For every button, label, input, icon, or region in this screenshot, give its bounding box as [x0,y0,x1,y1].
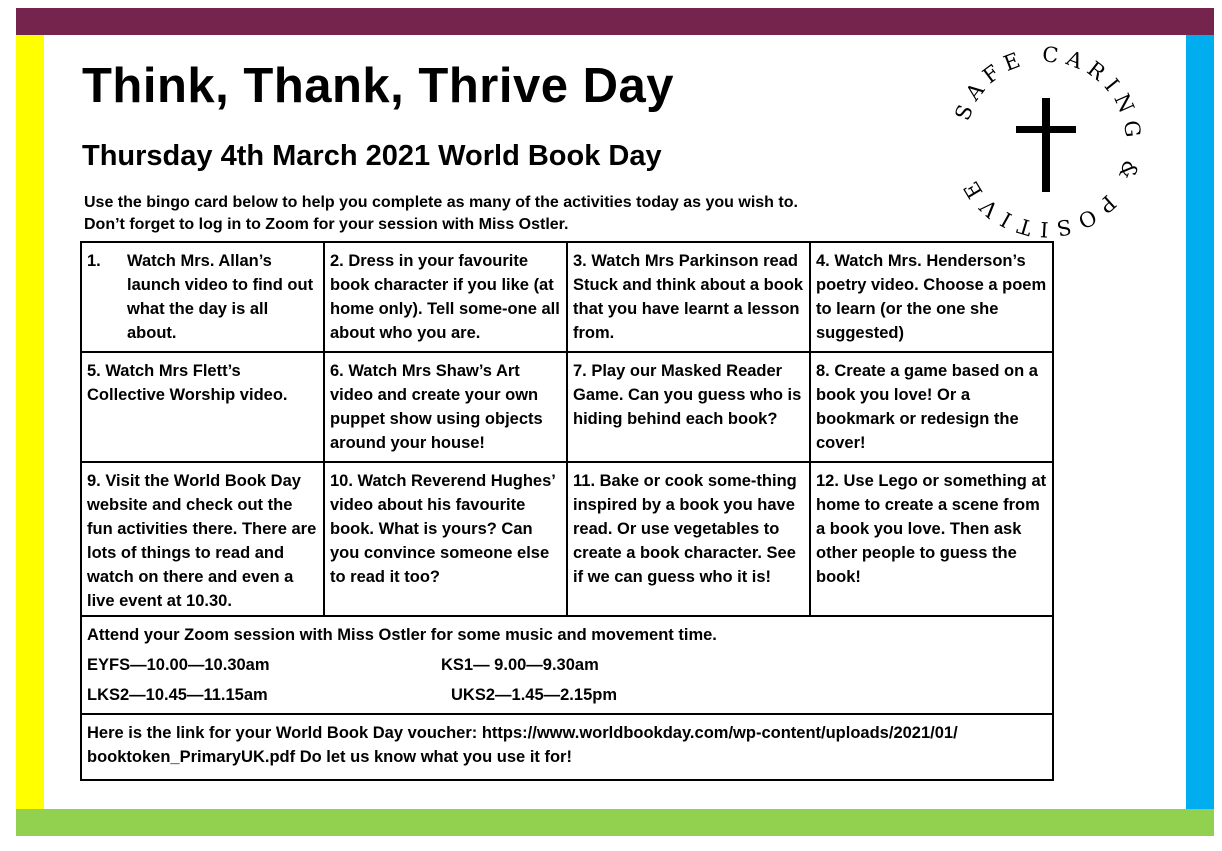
page-subtitle: Thursday 4th March 2021 World Book Day [82,140,662,172]
activity-text: Watch Mrs. Allan’s launch video to find out what the day is all about. [127,252,314,342]
bingo-card [80,241,1054,781]
activity-number: 1. [87,252,101,270]
bingo-cell: 12. Use Lego or something at home to create a scene from a book you love. Then ask other people to guess the book! [810,462,1053,616]
bingo-cell: 4. Watch Mrs. Henderson’s poetry video. Choose a poem to learn (or the one she suggested) [810,242,1053,352]
bingo-cell: 5. Watch Mrs Flett’s Collective Worship video. [81,352,324,462]
time-lks2: LKS2—10.45—11.15am [87,686,268,704]
bingo-cell: 2. Dress in your favourite book character if you like (at home only). Tell some-one all about who you are. [324,242,567,352]
bingo-cell: 9. Visit the World Book Day website and check out the fun activities there. There are lots of things to read and watch on there and even a live event at 10.30. [81,462,324,616]
zoom-times [87,651,1047,709]
bingo-cell [81,242,324,352]
top-color-bar [16,8,1214,35]
bingo-cell: 6. Watch Mrs Shaw’s Art video and create your own puppet show using objects around your house! [324,352,567,462]
voucher-cell: Here is the link for your World Book Day voucher: https://www.worldbookday.com/wp-content/uploads/2021/01/ booktoken_PrimaryUK.pdf Do let us know what you use it for! [81,714,1053,780]
bingo-cell: 7. Play our Masked Reader Game. Can you guess who is hiding behind each book? [567,352,810,462]
school-logo [946,42,1146,242]
time-uks2: UKS2—1.45—2.15pm [451,686,617,704]
bingo-cell: 10. Watch Reverend Hughes’ video about his favourite book. What is yours? Can you convince someone else to read it too? [324,462,567,616]
page-title: Think, Thank, Thrive Day [82,59,674,113]
zoom-intro: Attend your Zoom session with Miss Ostler for some music and movement time. [87,626,717,644]
time-eyfs: EYFS—10.00—10.30am [87,656,270,674]
intro-line: Don’t forget to log in to Zoom for your session with Miss Ostler. [84,216,569,233]
zoom-session-cell [81,616,1053,714]
bingo-cell: 11. Bake or cook some-thing inspired by a book you have read. Or use vegetables to create a book character. See if we can guess who it is! [567,462,810,616]
cross-icon [1016,98,1076,192]
intro-text [84,192,798,236]
right-color-bar [1186,35,1214,809]
intro-line: Use the bingo card below to help you complete as many of the activities today as you wish to. [84,194,798,211]
logo-arc-text: SAFE CARING & POSITIVE [950,42,1146,242]
bottom-color-bar [16,809,1214,836]
bingo-cell: 3. Watch Mrs Parkinson read Stuck and think about a book that you have learnt a lesson from. [567,242,810,352]
left-color-bar [16,35,44,809]
time-ks1: KS1— 9.00—9.30am [441,656,599,674]
bingo-cell: 8. Create a game based on a book you love! Or a bookmark or redesign the cover! [810,352,1053,462]
